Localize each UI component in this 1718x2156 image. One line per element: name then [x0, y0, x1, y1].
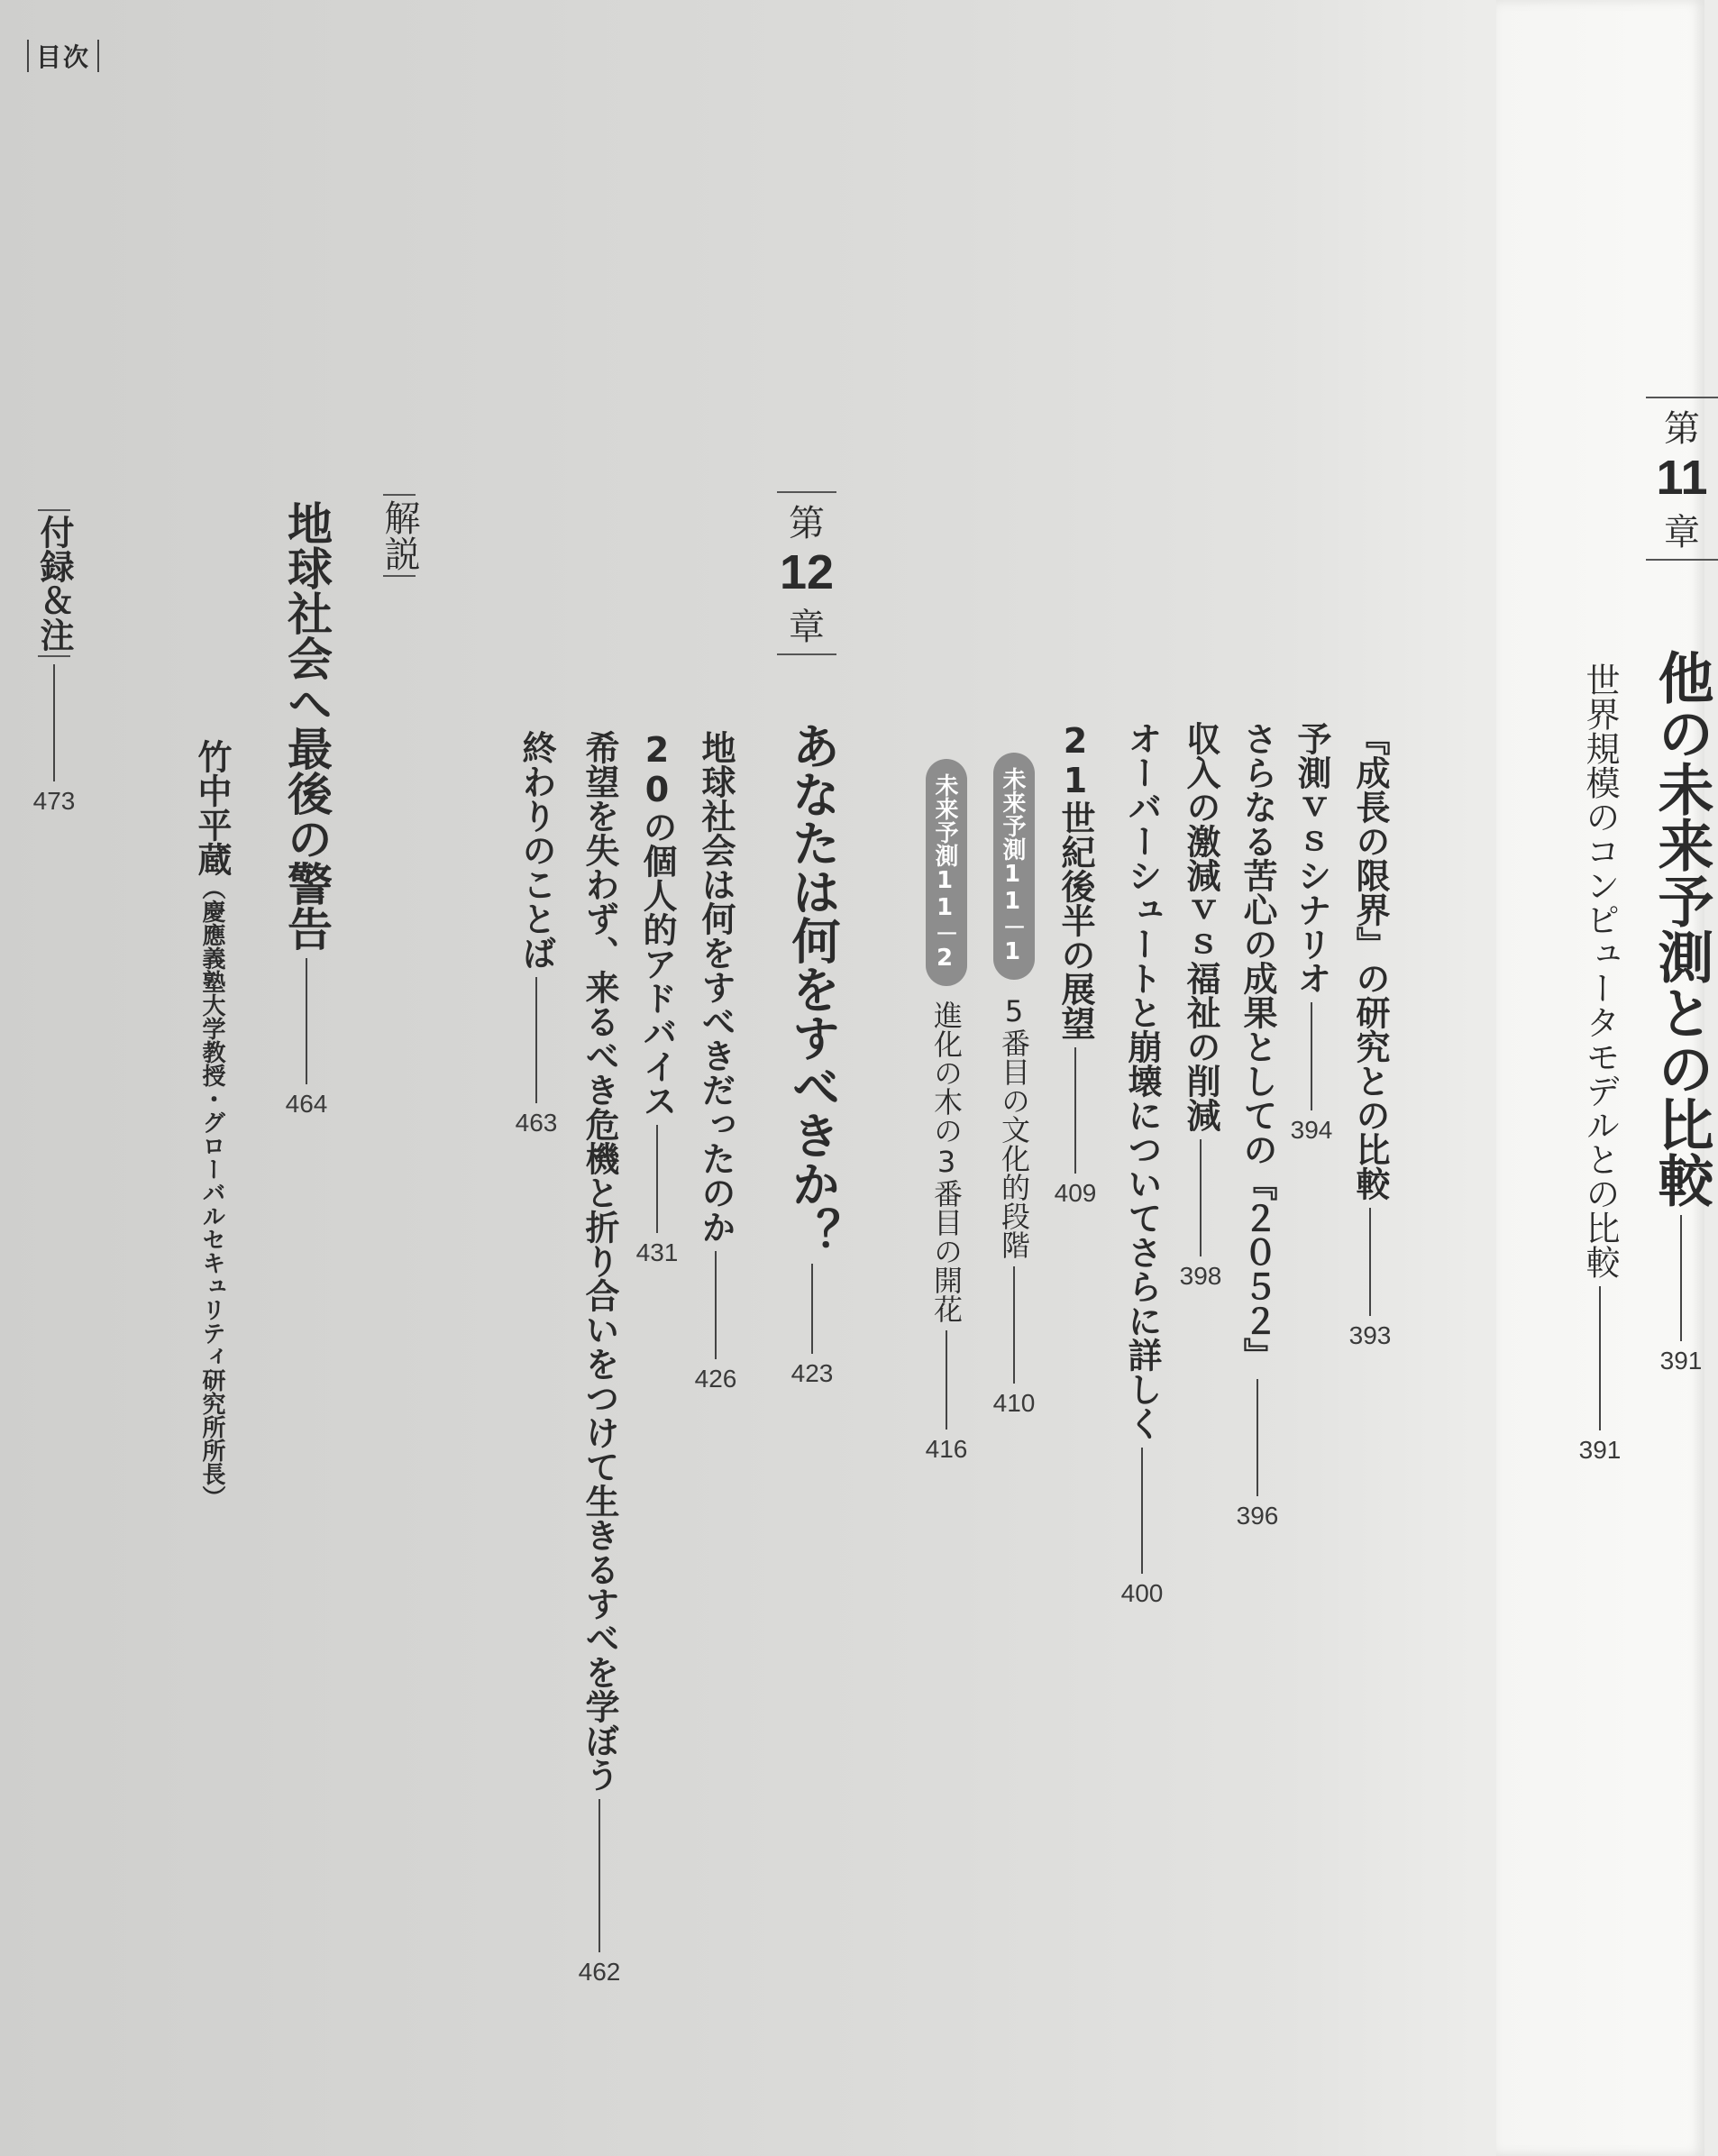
chapter-dai: 第	[789, 503, 825, 544]
toc-forecast[interactable]	[919, 759, 973, 1464]
header-label: 目次	[36, 42, 91, 72]
toc-entry-commentary[interactable]	[275, 500, 338, 1119]
toc-entry[interactable]	[1115, 721, 1169, 1608]
leader-line	[656, 1125, 658, 1233]
entry-text: 21世紀後半の展望	[1055, 721, 1095, 1040]
appendix-marker	[34, 509, 74, 657]
page-number: 400	[1120, 1579, 1164, 1607]
page-number: 398	[1179, 1262, 1222, 1290]
forecast-badge: 未来予測11－1	[993, 753, 1035, 980]
chapter-rule	[1646, 397, 1718, 398]
toc-entry[interactable]	[1230, 721, 1284, 1530]
toc-entry-ch12-title[interactable]	[781, 721, 844, 1388]
commentary-author-block	[185, 739, 239, 1509]
toc-entry[interactable]	[509, 730, 563, 1137]
chapter-sho: 章	[1664, 512, 1700, 553]
leader-line	[715, 1251, 717, 1359]
page-number: 394	[1290, 1116, 1333, 1144]
page-number: 473	[32, 787, 76, 815]
bracket-rule	[383, 494, 416, 496]
entry-text: 地球社会は何をすべきだったのか	[696, 730, 736, 1244]
chapter11-marker	[1646, 397, 1718, 561]
leader-line	[599, 1799, 600, 1952]
entry-text: 20の個人的アドバイス	[637, 730, 677, 1118]
leader-line	[1013, 1266, 1015, 1384]
entry-text: 希望を失わず、来るべき危機と折り合いをつけて生きるすべを学ぼう	[580, 730, 619, 1792]
toc-entry-ch11-subtitle[interactable]	[1573, 662, 1627, 1465]
entry-text: 5番目の文化的段階	[997, 994, 1031, 1259]
toc-entry[interactable]	[689, 730, 743, 1393]
toc-entry[interactable]	[630, 730, 684, 1267]
commentary-marker	[379, 494, 420, 577]
chapter-number: 12	[779, 545, 835, 599]
chapter-rule	[1646, 559, 1718, 561]
entry-text: 収入の激減ｖｓ福祉の削減	[1181, 721, 1220, 1132]
leader-line	[1074, 1047, 1076, 1174]
leader-line	[1200, 1139, 1202, 1256]
toc-entry[interactable]	[1174, 721, 1228, 1291]
leader-line	[1257, 1379, 1258, 1496]
chapter-sho: 章	[789, 607, 825, 648]
page-number: 426	[694, 1365, 737, 1393]
author-name: 竹中平蔵	[192, 739, 232, 876]
header-bar-right	[97, 40, 99, 72]
page-number: 410	[992, 1389, 1036, 1417]
leader-line	[1369, 1208, 1371, 1316]
page-number: 391	[1578, 1436, 1622, 1464]
page-number: 391	[1659, 1347, 1703, 1375]
entry-text: さらなる苦心の成果としての『２０５２』	[1238, 721, 1277, 1372]
toc-entry[interactable]	[1048, 721, 1102, 1208]
toc-entry[interactable]	[1343, 721, 1397, 1350]
bracket-rule	[383, 575, 416, 577]
toc-entry-appendix[interactable]	[27, 509, 81, 816]
page-number: 423	[790, 1359, 834, 1387]
leader-line	[1141, 1448, 1143, 1574]
leader-line	[53, 664, 55, 781]
leader-line	[535, 977, 537, 1103]
chapter-number: 11	[1656, 451, 1708, 505]
chapter-rule	[777, 653, 836, 655]
toc-forecast[interactable]	[987, 753, 1041, 1418]
toc-entry[interactable]	[572, 730, 626, 1987]
page-number: 393	[1348, 1321, 1392, 1349]
page-number: 396	[1236, 1502, 1279, 1530]
page-number: 462	[578, 1958, 621, 1986]
leader-line	[306, 958, 307, 1084]
commentary-label: 解説	[379, 499, 420, 571]
forecast-badge: 未来予測11－2	[926, 759, 967, 986]
entry-text: 終わりのことば	[516, 730, 556, 970]
page-number: 464	[285, 1090, 328, 1118]
chapter12-marker	[777, 491, 836, 655]
author-affiliation: （慶應義塾大学教授・グローバルセキュリティ研究所所長）	[198, 876, 225, 1509]
entry-title: 他の未来予測との比較	[1649, 649, 1714, 1208]
header-bar-left	[27, 40, 29, 72]
appendix-label: 付録＆注	[34, 515, 74, 652]
entry-text: 予測ｖｓシナリオ	[1292, 721, 1331, 995]
page-number: 431	[635, 1238, 679, 1266]
page-number: 416	[925, 1435, 968, 1463]
bracket-rule	[38, 509, 70, 511]
toc-entry-ch11-title[interactable]	[1649, 649, 1713, 1375]
chapter-rule	[777, 491, 836, 493]
leader-line	[1311, 1002, 1312, 1110]
entry-text: 『成長の限界』の研究との比較	[1350, 721, 1390, 1201]
entry-subtitle: 世界規模のコンピュータモデルとの比較	[1580, 662, 1620, 1279]
leader-line	[1599, 1286, 1601, 1430]
toc-entry[interactable]	[1284, 721, 1339, 1145]
entry-title: あなたは何をすべきか？	[784, 721, 841, 1256]
leader-line	[811, 1264, 813, 1354]
entry-title: 地球社会へ最後の警告	[280, 500, 333, 951]
page-header	[20, 38, 106, 74]
bracket-rule	[38, 655, 70, 657]
entry-text: 進化の木の3番目の開花	[929, 1000, 964, 1323]
chapter-dai: 第	[1664, 408, 1700, 450]
page-number: 409	[1054, 1179, 1097, 1207]
page-number: 463	[515, 1109, 558, 1137]
leader-line	[1680, 1215, 1682, 1341]
entry-text: オーバーシュートと崩壊についてさらに詳しく	[1122, 721, 1162, 1440]
leader-line	[946, 1330, 947, 1430]
